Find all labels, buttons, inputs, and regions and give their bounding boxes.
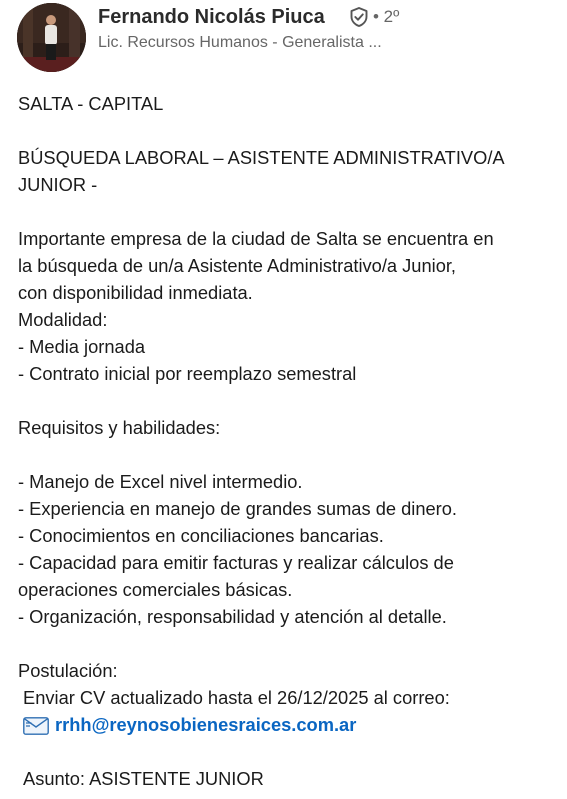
requirement-item: - Conocimientos en conciliaciones bancarias. (18, 525, 384, 546)
modality-item: - Contrato inicial por reemplazo semestral (18, 363, 357, 384)
modality-item: - Media jornada (18, 336, 146, 357)
envelope-icon (23, 717, 49, 735)
post-body (18, 90, 563, 792)
post-header (0, 0, 567, 80)
post-intro-line: Importante empresa de la ciudad de Salta se encuentra en (18, 228, 494, 249)
requirement-item: - Organización, responsabilidad y atención al detalle. (18, 606, 447, 627)
post-intro-line: con disponibilidad inmediata. (18, 282, 253, 303)
shield-check-icon (348, 6, 370, 28)
requirement-item: - Experiencia en manejo de grandes sumas de dinero. (18, 498, 458, 519)
requirement-item: - Capacidad para emitir facturas y realizar cálculos de (18, 552, 454, 573)
application-line: Enviar CV actualizado hasta el 26/12/2025 al correo: (23, 687, 450, 708)
author-name[interactable]: Fernando Nicolás Piuca (98, 6, 325, 28)
post-intro-line: la búsqueda de un/a Asistente Administrativo/a Junior, (18, 255, 457, 276)
subject-line: Asunto: ASISTENTE JUNIOR (23, 768, 264, 789)
requirement-item: operaciones comerciales básicas. (18, 579, 293, 600)
post-title-line: BÚSQUEDA LABORAL – ASISTENTE ADMINISTRATIVO/A (18, 147, 505, 168)
application-label: Postulación: (18, 660, 118, 681)
avatar-image (17, 3, 86, 72)
avatar[interactable] (17, 3, 86, 72)
connection-degree: • 2º (373, 7, 400, 26)
requirements-label: Requisitos y habilidades: (18, 417, 221, 438)
modality-label: Modalidad: (18, 309, 108, 330)
post-title-line: JUNIOR - (18, 174, 98, 195)
email-line (18, 711, 563, 738)
email-link[interactable]: rrhh@reynosobienesraices.com.ar (55, 714, 357, 735)
author-headline: Lic. Recursos Humanos - Generalista ... (98, 34, 382, 51)
requirement-item: - Manejo de Excel nivel intermedio. (18, 471, 303, 492)
post-location: SALTA - CAPITAL (18, 93, 164, 114)
